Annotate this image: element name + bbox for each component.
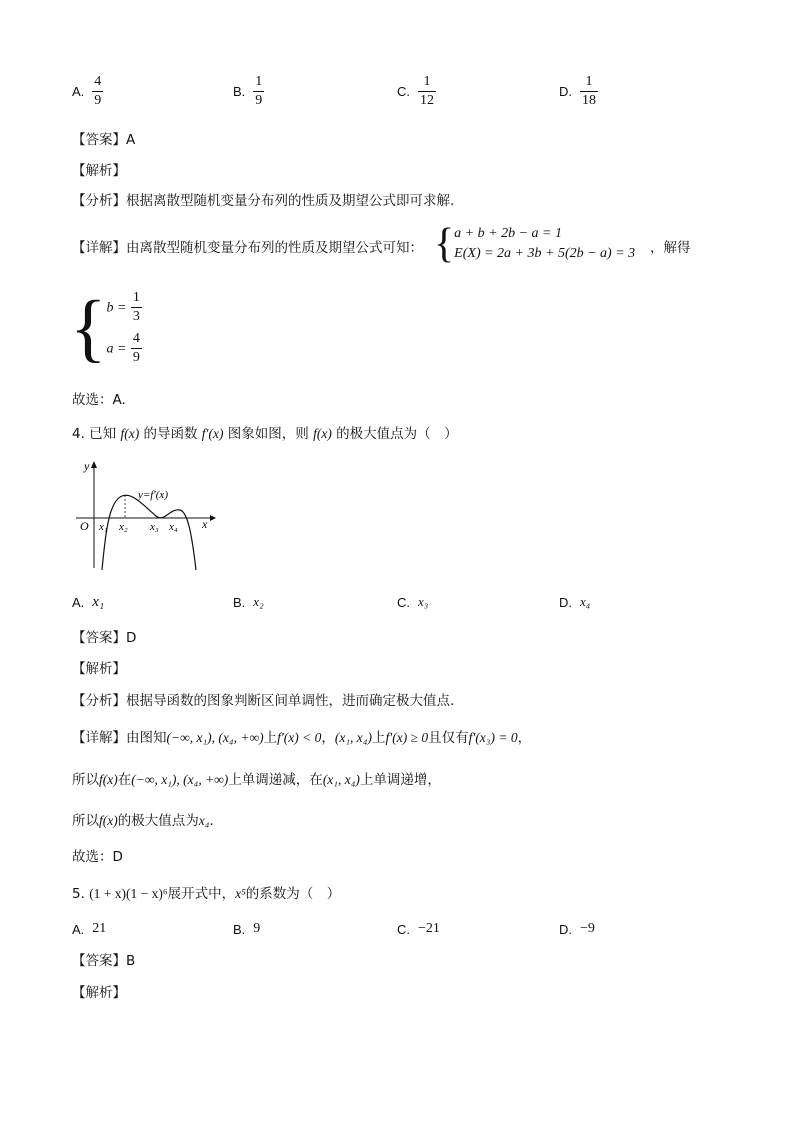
option-label: A. — [72, 84, 85, 99]
derivative-curve — [102, 495, 196, 570]
q4-option-d: D. x₄ — [559, 594, 591, 610]
q4-stem: 4. 已知 f(x) 的导函数 f′(x) 图象如图，则 f(x) 的极大值点为（ ） — [72, 426, 458, 442]
q5-option-d: D. −9 — [559, 921, 595, 937]
q3-option-a — [72, 74, 103, 109]
q3-fenxi: 【分析】根据离散型随机变量分布列的性质及期望公式即可求解. — [72, 193, 455, 209]
x-label: x — [202, 517, 208, 531]
x-axis-arrow — [210, 515, 216, 521]
solution-b: b = $\frac{1}{3}$ — [106, 290, 140, 324]
solution-a: a = $\frac{4}{9}$ — [106, 331, 140, 365]
q5-option-c: C. −21 — [397, 921, 440, 937]
fraction: $\frac{1}{18}$ — [582, 74, 596, 108]
q5-answer: 【答案】B — [72, 953, 136, 969]
option-label: D. — [559, 84, 572, 99]
q3-option-c — [397, 74, 436, 109]
x3-label: x₃ — [150, 521, 159, 533]
q4-detail-line-2: 所以f(x)在(−∞, x₁), (x₄, +∞)上单调递减，在(x₁, x₄)上单调递增， — [72, 772, 441, 788]
q3-xiangjie-suffix: ，解得 — [650, 240, 691, 256]
q4-fenxi: 【分析】根据导函数的图象判断区间单调性，进而确定极大值点. — [72, 693, 455, 709]
q3-solution-system — [70, 286, 142, 370]
q4-detail-line-1: 【详解】由图知(−∞, x₁), (x₄, +∞)上f′(x) < 0，(x₁, x₄)上f′(x) ≥ 0且仅有f′(x₃) = 0， — [72, 730, 532, 746]
option-label: C. — [397, 84, 410, 99]
fraction: $\frac{4}{9}$ — [94, 74, 102, 108]
q4-choose: 故选：D — [72, 849, 123, 865]
left-brace: { — [70, 286, 107, 370]
equation-2: E(X) = 2a + 3b + 5(2b − a) = 3 — [454, 246, 636, 261]
q4-derivative-graph — [70, 456, 220, 576]
q4-option-a: A. x₁ — [72, 594, 105, 610]
x2-label: x₂ — [119, 521, 128, 533]
q4-answer: 【答案】D — [72, 630, 137, 646]
q3-choose: 故选：A. — [72, 392, 126, 408]
y-label: y — [84, 459, 90, 473]
q4-option-b: B. x₂ — [233, 594, 264, 610]
x1-label: x₁ — [99, 521, 108, 533]
origin-label: O — [80, 519, 89, 533]
q5-jiexi: 【解析】 — [72, 985, 126, 1001]
x4-label: x₄ — [169, 521, 178, 533]
q4-jiexi: 【解析】 — [72, 661, 126, 677]
q4-option-c: C. x₃ — [397, 594, 429, 610]
left-brace: { — [434, 221, 455, 267]
q3-answer: 【答案】A — [72, 132, 136, 148]
equation-1: a + b + 2b − a = 1 — [454, 226, 562, 241]
curve-label: y=f′(x) — [138, 489, 168, 501]
q3-jiexi: 【解析】 — [72, 163, 126, 179]
q3-option-d — [559, 74, 598, 109]
q3-option-b — [233, 74, 264, 109]
fraction: $\frac{1}{9}$ — [255, 74, 263, 108]
q3-xiangjie-prefix: 【详解】由离散型随机变量分布列的性质及期望公式可知： — [72, 240, 423, 256]
y-axis-arrow — [91, 461, 97, 468]
fraction: $\frac{1}{12}$ — [420, 74, 434, 108]
option-label: B. — [233, 84, 246, 99]
q4-detail-line-3: 所以f(x)的极大值点为x₄. — [72, 813, 214, 829]
q5-option-a: A. 21 — [72, 921, 107, 937]
q5-stem: 5. (1 + x)(1 − x)⁶展开式中，x⁵的系数为（ ） — [72, 886, 341, 902]
q5-option-b: B. 9 — [233, 921, 261, 937]
q3-equation-system — [434, 221, 636, 267]
